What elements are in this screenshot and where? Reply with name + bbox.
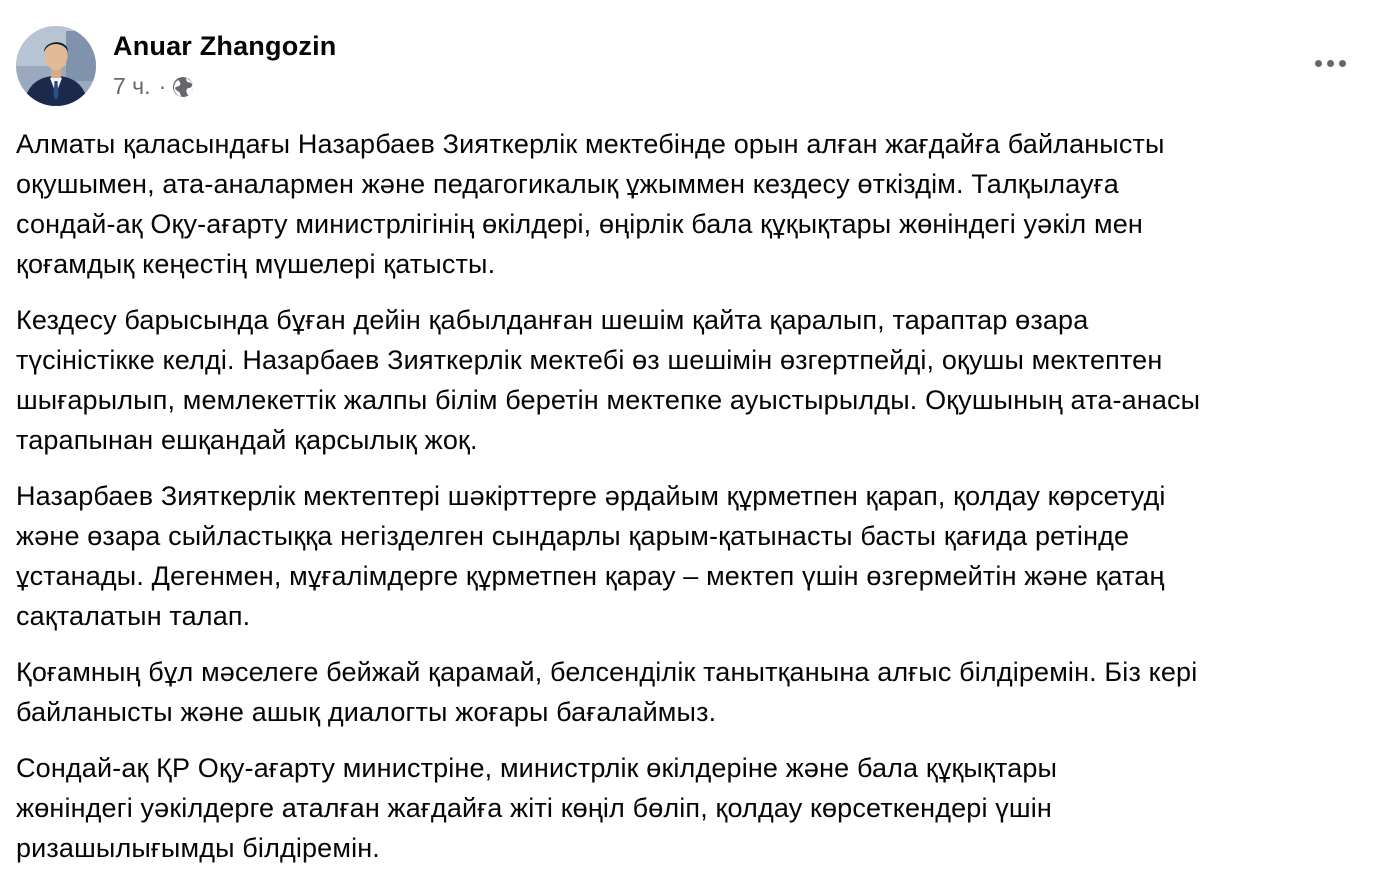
globe-icon[interactable] bbox=[172, 76, 194, 98]
post-meta bbox=[113, 73, 194, 100]
more-dots-icon bbox=[1315, 60, 1322, 67]
post-paragraph: Сондай-ақ ҚР Оқу-ағарту министріне, министрлік өкілдеріне және бала құқықтары жөніндегі уәкілдерге аталған жағдайға жіті көңіл бөліп, қолдау көрсеткендері үшін ризашылығымды білдіремін. bbox=[16, 753, 1058, 863]
post-body bbox=[16, 124, 1386, 884]
more-dots-icon bbox=[1327, 60, 1334, 67]
post-timestamp[interactable]: 7 ч. bbox=[113, 73, 151, 99]
more-options-button[interactable] bbox=[1308, 48, 1352, 78]
author-avatar[interactable] bbox=[16, 26, 96, 106]
post-paragraph: Назарбаев Зияткерлік мектептері шәкірттерге әрдайым құрметпен қарап, қолдау көрсетуді және өзара сыйластыққа негізделген сындарлы қарым-қатынасты басты қағида ретінде ұстанады. Дегенмен, мұғалімдерге құрметпен қарау – мектеп үшін өзгермейтін және қатаң сақталатын талап. bbox=[16, 481, 1166, 631]
more-dots-icon bbox=[1339, 60, 1346, 67]
post-header bbox=[16, 26, 1376, 106]
post-paragraph: Кездесу барысында бұған дейін қабылданған шешім қайта қаралып, тараптар өзара түсіністікке келді. Назарбаев Зияткерлік мектебі өз шешімін өзгертпейді, оқушы мектептен шығарылып, мемлекеттік жалпы білім беретін мектепке ауыстырылды. Оқушының ата-анасы тарапынан ешқандай қарсылық жоқ. bbox=[16, 305, 1201, 455]
post-paragraph: Алматы қаласындағы Назарбаев Зияткерлік мектебінде орын алған жағдайға байланысты оқушымен, ата-аналармен және педагогикалық ұжыммен кездесу өткіздім. Талқылауға сондай-ақ Оқу-ағарту министрлігінің өкілдері, өңірлік бала құқықтары жөніндегі уәкіл мен қоғамдық кеңестің мүшелері қатысты. bbox=[16, 129, 1165, 279]
post-paragraph: Қоғамның бұл мәселеге бейжай қарамай, белсенділік танытқанына алғыс білдіремін. Біз кері байланысты және ашық диалогты жоғары бағалаймыз. bbox=[16, 657, 1198, 727]
author-name[interactable]: Anuar Zhangozin bbox=[113, 31, 337, 61]
meta-separator: · bbox=[158, 73, 167, 99]
avatar-photo bbox=[16, 26, 96, 106]
